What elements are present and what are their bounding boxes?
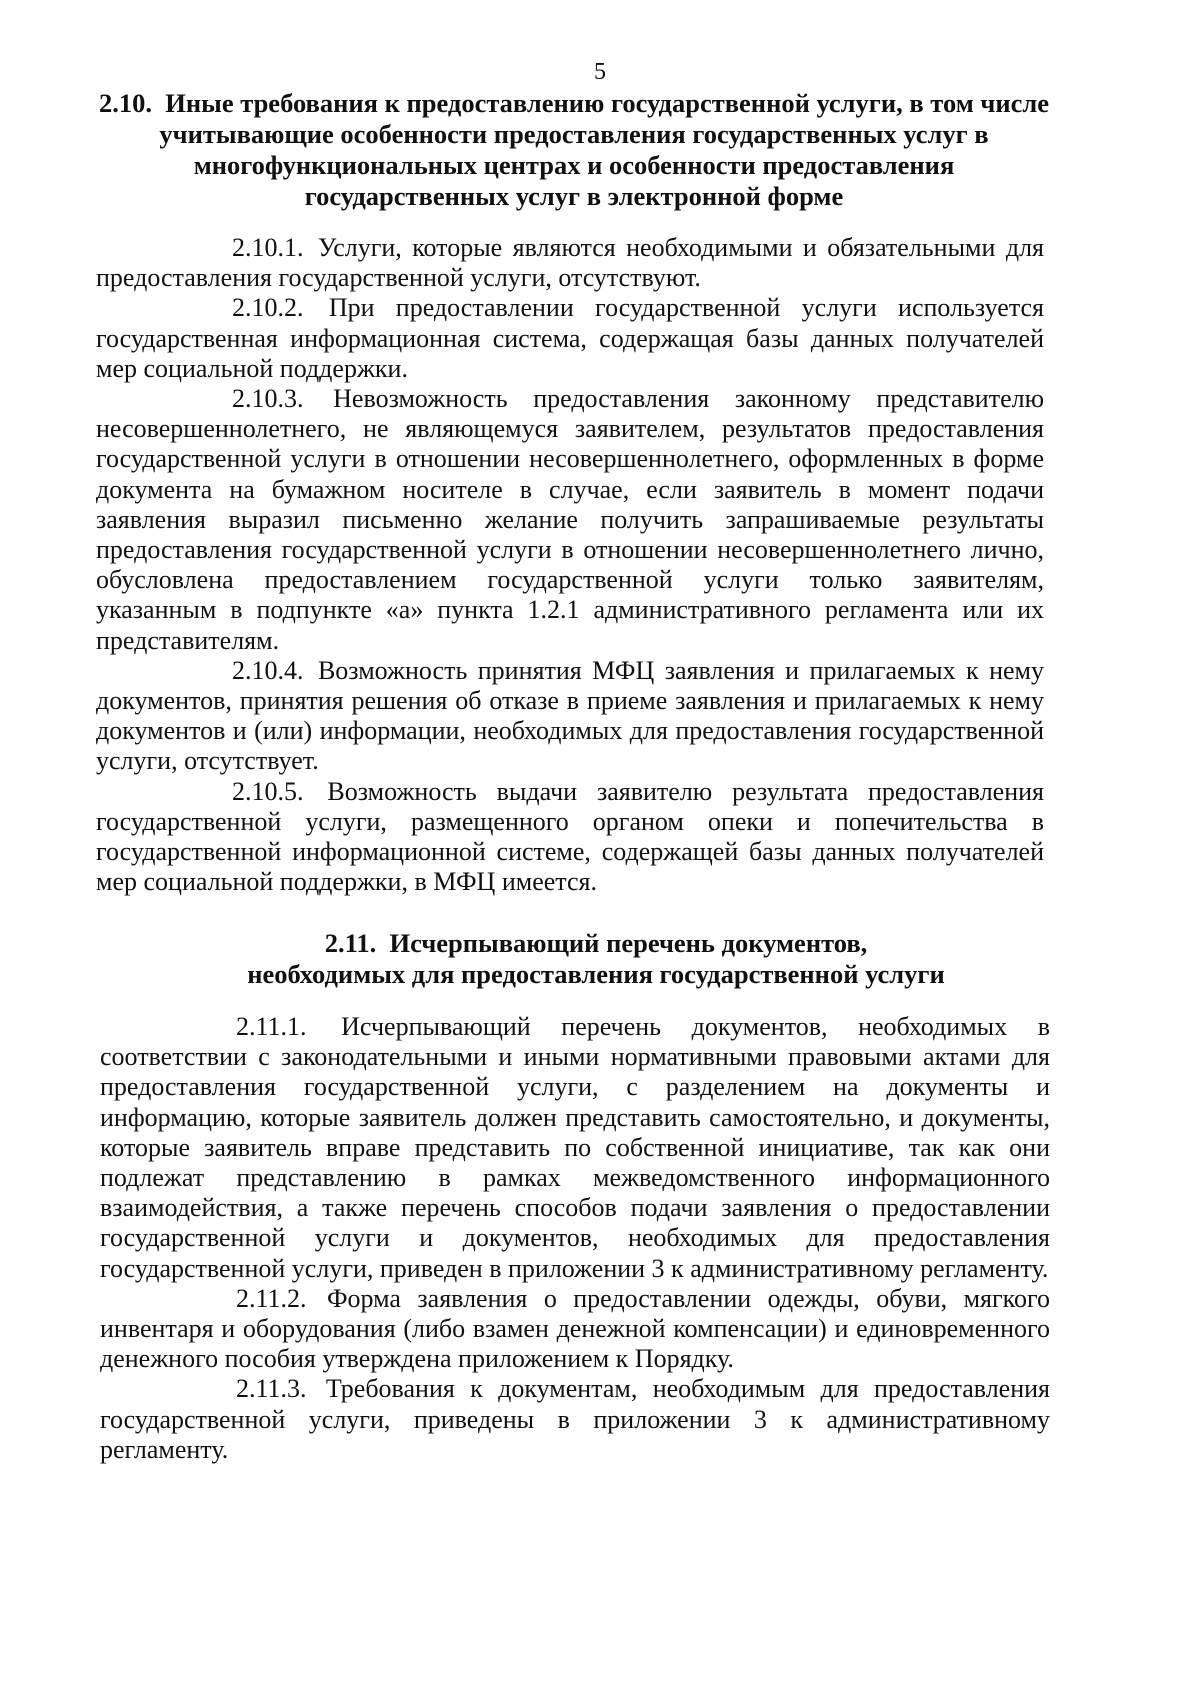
section-2-10-heading	[96, 88, 1052, 212]
paragraph-text: Требования к документам, необходимым для предоставления государственной услуги, приведены в приложении 3 к административному регламенту.	[100, 1374, 1050, 1464]
paragraph-2-10-3	[96, 384, 1044, 656]
paragraph-text: Форма заявления о предоставлении одежды, обуви, мягкого инвентаря и оборудования (либо взамен денежной компенсации) и единовременного денежного пособия утверждена приложением к Порядку.	[100, 1283, 1051, 1374]
paragraph-2-11-2	[100, 1284, 1050, 1375]
paragraph-number: 2.11.1.	[236, 1012, 307, 1041]
paragraph-text: Исчерпывающий перечень документов, необходимых в соответствии с законодательными и иными нормативными правовыми актами для предоставления государственной услуги, с разделением на документы и информацию, которые заявитель должен представить самостоятельно, и документы, которые заявитель вправе представить по собственной инициативе, так как они подлежат представлению в рамках межведомственного информационного взаимодействия, а также перечень способов подачи заявления о предоставлении государственной услуги и документов, необходимых для предоставления государственной услуги, приведен в приложении 3 к административному регламенту.	[100, 1012, 1051, 1283]
paragraph-2-10-1	[96, 233, 1044, 293]
paragraph-text: При предоставлении государственной услуги используется государственная информационная система, содержащая базы данных получателей мер социальной поддержки.	[96, 293, 1045, 383]
section-2-11-heading-text-1: Исчерпывающий перечень документов,	[389, 928, 868, 958]
page-number: 5	[594, 59, 606, 85]
paragraph-number: 2.11.3.	[236, 1374, 307, 1404]
section-2-10-body	[96, 233, 1044, 897]
section-2-11-heading-line-1	[96, 928, 1096, 959]
section-2-11-heading	[96, 928, 1096, 990]
section-2-10-heading-line-2: учитывающие особенности предоставления государственных услуг в	[159, 119, 989, 149]
section-2-10-heading-line-3: многофункциональных центрах и особенности предоставления	[193, 150, 955, 180]
paragraph-2-10-5	[96, 777, 1044, 898]
paragraph-text: Возможность выдачи заявителю результата предоставления государственной услуги, размещенного органом опеки и попечительства в государственной информационной системе, содержащей базы данных получателей мер социальной поддержки, в МФЦ имеется.	[96, 776, 1045, 897]
section-2-11-body	[100, 1012, 1050, 1465]
paragraph-number: 2.11.2.	[236, 1283, 307, 1313]
paragraph-2-10-2	[96, 293, 1044, 384]
section-2-11-heading-number: 2.11.	[324, 928, 377, 958]
section-2-10-heading-line-1	[96, 88, 1052, 119]
paragraph-2-11-3	[100, 1374, 1050, 1465]
paragraph-number: 2.10.2.	[232, 293, 304, 323]
paragraph-text: Невозможность предоставления законному представителю несовершеннолетнего, не являющемуся заявителем, результатов предоставления государственной услуги в отношении несовершеннолетнего, оформленных в форме документа на бумажном носителе в случае, если заявитель в момент подачи заявления выразил письменно желание получить запрашиваемые результаты предоставления государственной услуги в отношении несовершеннолетнего лично, обусловлена предоставлением государственной услуги только заявителям, указанным в подпункте «а» пункта 1.2.1 административного регламента или их представителям.	[96, 384, 1045, 655]
paragraph-number: 2.10.5.	[232, 776, 304, 806]
section-2-11-heading-line-2: необходимых для предоставления государственной услуги	[247, 959, 945, 989]
paragraph-number: 2.10.4.	[232, 655, 304, 685]
paragraph-text: Возможность принятия МФЦ заявления и прилагаемых к нему документов, принятия решения об отказе в приеме заявления и прилагаемых к нему документов и (или) информации, необходимых для предоставления государственной услуги, отсутствует.	[96, 655, 1044, 776]
section-2-10-heading-line-4: государственных услуг в электронной форме	[304, 181, 844, 211]
paragraph-2-11-1	[100, 1012, 1050, 1284]
section-2-10-heading-number: 2.10.	[99, 88, 153, 118]
section-2-10-heading-text-1: Иные требования к предоставлению государственной услуги, в том числе	[165, 88, 1049, 118]
paragraph-text: Услуги, которые являются необходимыми и обязательными для предоставления государственной услуги, отсутствуют.	[96, 233, 1044, 293]
paragraph-2-10-4	[96, 656, 1044, 777]
paragraph-number: 2.10.1.	[232, 233, 304, 262]
paragraph-number: 2.10.3.	[232, 384, 304, 414]
